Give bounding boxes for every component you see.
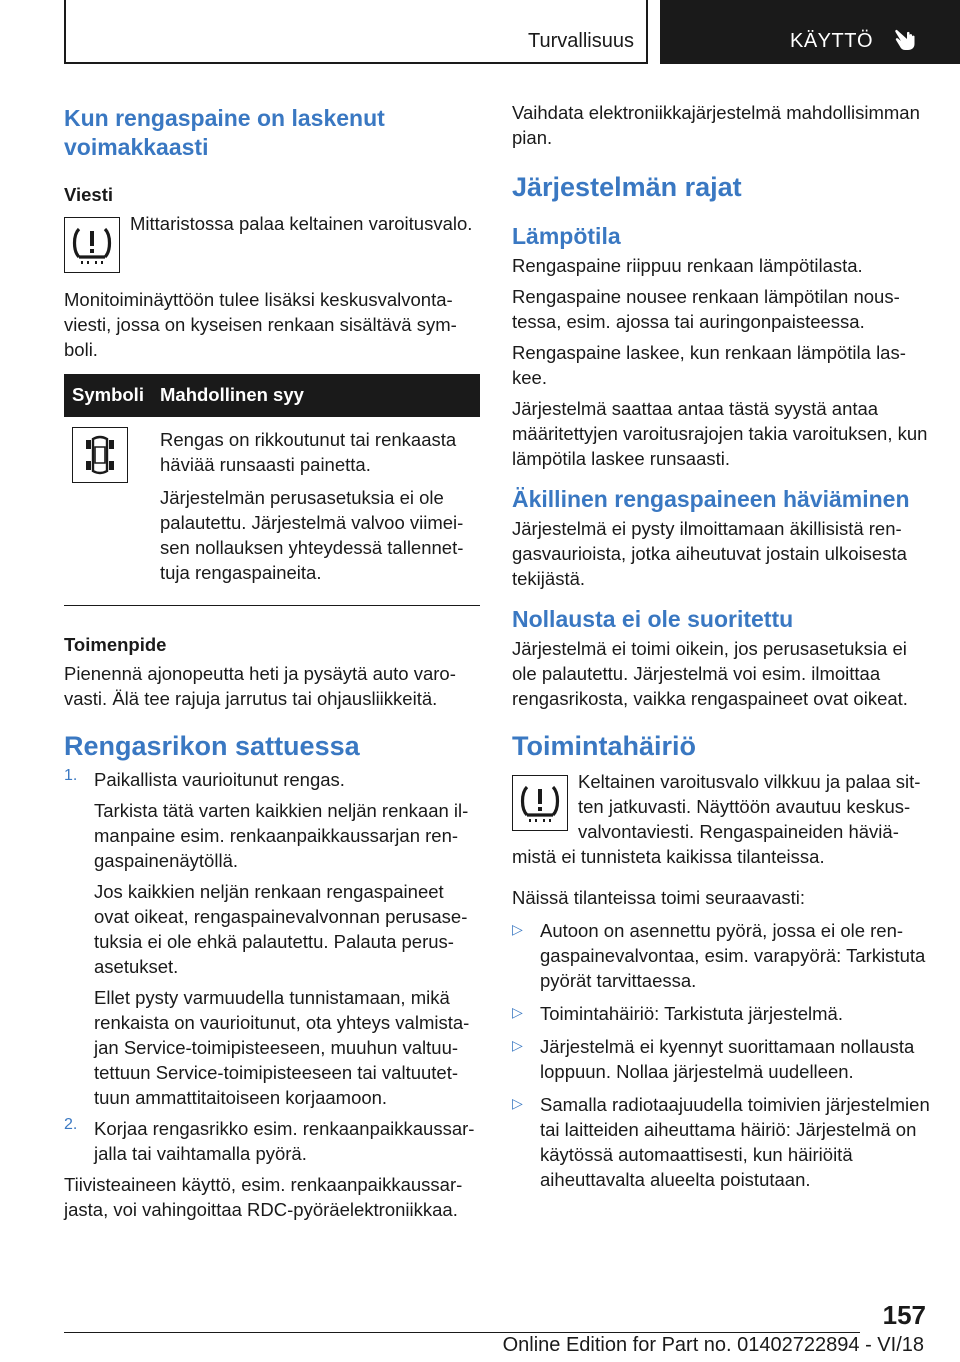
step-number: 1. [64,767,78,784]
step-text: Ellet pysty varmuudella tunnistamaan, mikä renkaista on vaurioitunut, ota yhteys valmistajan Service-toimipisteeseen, muuhun valtuutettuun Service-toimipisteeseen tai valtuutettuun ammattitaitoiseen korjaamoon. [94,987,470,1108]
replace-electronics-text: Vaihdata elektroniikkajärjestelmä mahdollisimman pian. [512,102,920,148]
viesti-row [64,211,480,273]
list-item [512,1001,930,1026]
triangle-bullet-icon: ▷ [512,1095,523,1111]
temperature-text: Rengaspaine laskee, kun renkaan lämpötila laskee. [512,342,906,388]
symbol-cause-table [64,374,480,593]
car-tires-icon [72,427,128,483]
left-column [64,104,480,1222]
bullet-text: Järjestelmä ei kyennyt suorittamaan nollausta loppuun. Nollaa järjestelmä uudelleen. [540,1036,915,1082]
right-column [512,100,930,1192]
step-text: Korjaa rengasrikko esim. renkaanpaikkaussarjalla tai vaihtamalla pyörä. [94,1118,475,1164]
bullet-text: Samalla radiotaajuudella toimivien järjestelmien tai laitteiden aiheuttama häiriö: Järjestelmä on käytössä automaattisesti, kun häiriöitä aiheuttavalta alueelta poistutaan. [540,1094,930,1190]
header-section-title: Turvallisuus [528,30,634,52]
bullet-text: Autoon on asennettu pyörä, jossa ei ole rengaspainevalvontaa, esim. varapyörä: Tarkistuta pyörät tarvittaessa. [540,920,926,991]
subsection-title-reset-not-done: Nollausta ei ole suoritettu [512,606,794,632]
pointing-hand-icon [893,26,919,52]
viesti-text: Mittaristossa palaa keltainen varoitusvalo. [130,213,473,234]
cause-text-1: Rengas on rikkoutunut tai renkaasta häviää runsaasti painetta. [160,429,457,475]
malfunction-block [512,769,930,869]
section-title-system-limits: Järjestelmän rajat [512,172,742,202]
tire-pressure-warning-icon [64,217,120,273]
section-title-pressure-drop: Kun rengaspaine on laskenut voimakkaasti [64,105,385,160]
section-title-tire-damage: Rengasrikon sattuessa [64,731,360,761]
tire-pressure-warning-icon [512,775,568,831]
step-text: Paikallista vaurioitunut rengas. [94,769,345,790]
section-title-malfunction: Toimintahäiriö [512,731,697,761]
header-chapter-title: KÄYTTÖ [790,30,874,52]
toimenpide-text: Pienennä ajonopeutta heti ja pysäytä auto varovasti. Älä tee rajuja jarrutus tai ohjausliikkeitä. [64,663,456,709]
bullet-list [512,918,930,1192]
list-item [64,767,480,1110]
table-bottom-rule [64,605,480,606]
reset-not-done-text: Järjestelmä ei toimi oikein, jos perusasetuksia ei ole palautettu. Järjestelmä voi esim. ilmoittaa rengasrikosta, vaikka rengaspaineet ovat oikeat. [512,638,908,709]
table-header-symbol: Symboli [64,374,152,417]
toimenpide-label: Toimenpide [64,634,167,655]
step-number: 2. [64,1116,78,1133]
table-header-cause: Mahdollinen syy [152,374,480,417]
temperature-text: Rengaspaine riippuu renkaan lämpötilasta. [512,255,863,276]
subsection-title-sudden-loss: Äkillinen rengaspaineen häviäminen [512,486,910,512]
triangle-bullet-icon: ▷ [512,1037,523,1053]
situations-intro-text: Näissä tilanteissa toimi seuraavasti: [512,887,806,908]
list-item [512,918,930,993]
table-row [64,417,480,593]
list-item [512,1092,930,1192]
sealant-text: Tiivisteaineen käyttö, esim. renkaanpaikkaussarjasta, voi vahingoittaa RDC-pyöräelektroniikkaa. [64,1174,463,1220]
temperature-text: Rengaspaine nousee renkaan lämpötilan noustessa, esim. ajossa tai auringonpaisteessa. [512,286,900,332]
triangle-bullet-icon: ▷ [512,921,523,937]
malfunction-text: Keltainen varoitusvalo vilkkuu ja palaa sitten jatkuvasti. Näyttöön avautuu keskusvalvontaviesti. Rengaspaineiden häviämistä ei tunnisteta kaikissa tilanteissa. [512,771,921,867]
edition-text: Online Edition for Part no. 01402722894 - VI/18 [502,1334,924,1356]
step-text: Tarkista tätä varten kaikkien neljän renkaan ilmanpaine esim. renkaanpaikkaussarjan rengaspainenäytöllä. [94,800,469,871]
footer-rule [64,1332,860,1333]
temperature-text: Järjestelmä saattaa antaa tästä syystä antaa määritettyjen varoitusrajojen takia varoituksen, kun lämpötila laskee runsaasti. [512,398,928,469]
cause-text-2: Järjestelmän perusasetuksia ei ole palautettu. Järjestelmä valvoo viimeisen nollauksen yhteydessä tallennettuja rengaspaineita. [160,487,464,583]
list-item [512,1034,930,1084]
step-text: Jos kaikkien neljän renkaan rengaspaineet ovat oikeat, rengaspainevalvonnan perusasetuksia ei ole ehkä palautettu. Palauta perusasetukset. [94,881,468,977]
monitor-text: Monitoiminäyttöön tulee lisäksi keskusvalvontaviesti, jossa on kyseisen renkaan sisältävä symboli. [64,289,457,360]
list-item [64,1116,480,1166]
viesti-label: Viesti [64,184,114,205]
bullet-text: Toimintahäiriö: Tarkistuta järjestelmä. [540,1003,843,1024]
triangle-bullet-icon: ▷ [512,1004,523,1020]
header-section-box [64,0,648,64]
sudden-loss-text: Järjestelmä ei pysty ilmoittamaan äkillisistä rengasvaurioista, jotka aiheutuvat jostain ulkoisesta tekijästä. [512,518,907,589]
subsection-title-temperature: Lämpötila [512,223,621,249]
page-number: 157 [882,1300,926,1330]
steps-list [64,767,480,1166]
